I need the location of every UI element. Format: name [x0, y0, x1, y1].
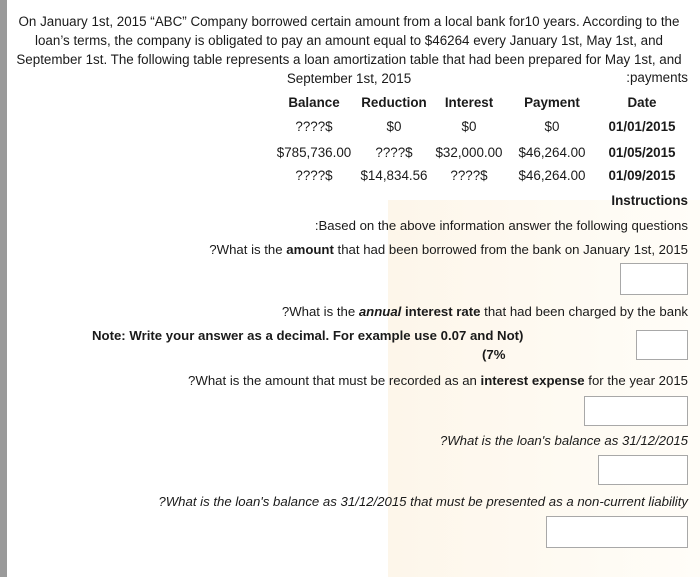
intro-paragraph: On January 1st, 2015 “ABC” Company borrowed certain amount from a local bank for10 years. According to the loan’s terms, the company is obligated to pay an amount equal to $46264 every January 1st, May 1st, and September 1st. The following table represents a loan amortization table that had been prepared for May 1st, and September 1st, 2015 — [16, 14, 682, 86]
header-payment: Payment — [524, 95, 580, 110]
table-cell: $14,834.56 — [360, 168, 428, 183]
table-cell: $46,264.00 — [518, 168, 586, 183]
answer-box-noncurrent[interactable] — [546, 516, 688, 548]
payments-label: :payments — [626, 70, 688, 85]
question-2-post: that had been charged by the bank — [480, 304, 688, 319]
question-1-bold: amount — [286, 242, 334, 257]
table-cell: $32,000.00 — [435, 145, 503, 160]
question-3 — [188, 373, 688, 388]
question-5: ?What is the loan's balance as 31/12/2015 that must be presented as a non-current liability — [158, 494, 688, 509]
table-cell: $46,264.00 — [518, 145, 586, 160]
table-cell: $0 — [544, 119, 560, 134]
header-interest: Interest — [444, 95, 494, 110]
question-3-post: for the year 2015 — [584, 373, 688, 388]
answer-box-interest-rate[interactable] — [636, 330, 688, 360]
table-cell: $785,736.00 — [276, 145, 352, 160]
question-1-post: that had been borrowed from the bank on January 1st, 2015 — [333, 242, 688, 257]
question-2-bold: interest rate — [401, 304, 481, 319]
question-3-bold: interest expense — [480, 373, 585, 388]
table-cell-date: 01/01/2015 — [608, 119, 676, 134]
question-3-pre: ?What is the amount that must be recorded as an — [188, 373, 481, 388]
table-cell: ????$ — [375, 145, 413, 160]
question-2 — [282, 304, 688, 319]
table-cell: $0 — [461, 119, 477, 134]
question-4: ?What is the loan's balance as 31/12/2015 — [439, 433, 688, 448]
answer-box-balance[interactable] — [598, 455, 688, 485]
header-date: Date — [627, 95, 657, 110]
question-2-bold-italic: annual — [358, 304, 402, 319]
table-cell: ????$ — [450, 168, 488, 183]
question-1-pre: ?What is the — [209, 242, 287, 257]
question-1 — [209, 242, 688, 257]
table-cell: ????$ — [295, 119, 333, 134]
note-line-2: (7% — [482, 347, 506, 362]
table-cell-date: 01/05/2015 — [608, 145, 676, 160]
header-reduction: Reduction — [361, 95, 427, 110]
question-2-pre: ?What is the — [281, 304, 359, 319]
answer-box-interest-expense[interactable] — [584, 396, 688, 426]
table-cell: ????$ — [295, 168, 333, 183]
header-balance: Balance — [288, 95, 340, 110]
table-cell: $0 — [386, 119, 402, 134]
note-line-1: Note: Write your answer as a decimal. For example use 0.07 and Not) — [92, 328, 524, 343]
table-cell-date: 01/09/2015 — [608, 168, 676, 183]
left-border — [0, 0, 7, 577]
answer-box-amount[interactable] — [620, 263, 688, 295]
instructions-text: :Based on the above information answer the following questions — [314, 218, 688, 233]
instructions-title: Instructions — [611, 193, 688, 208]
